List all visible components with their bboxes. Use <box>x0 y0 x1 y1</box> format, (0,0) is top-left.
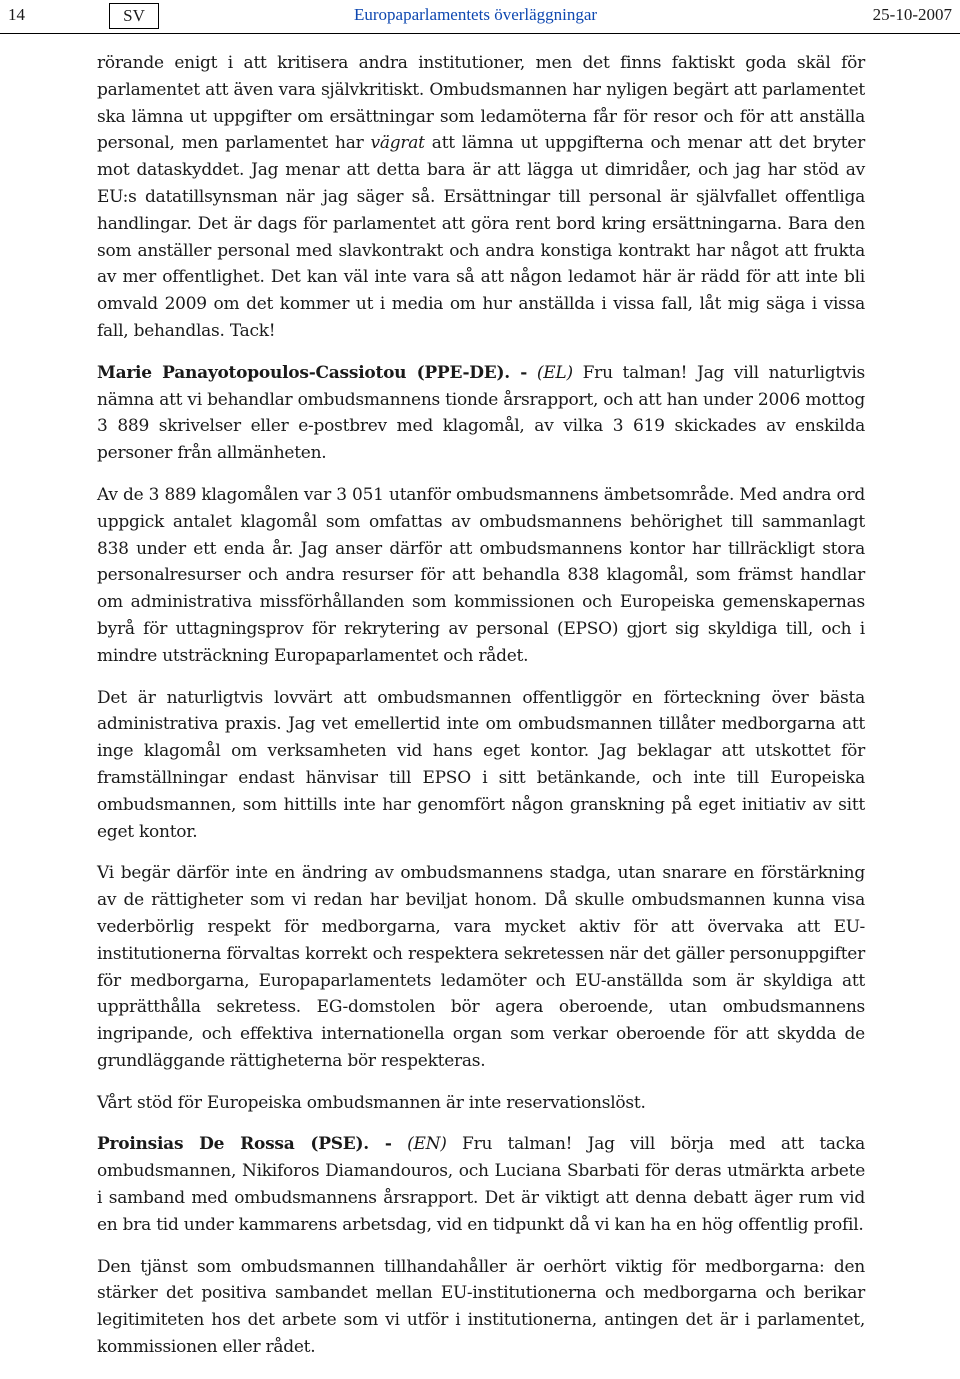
emphasis: vägrat <box>370 133 425 154</box>
language-tag: (EL) <box>536 362 573 383</box>
language-tag: (EN) <box>407 1134 447 1155</box>
language-code: SV <box>109 3 159 29</box>
paragraph-text: Vi begär därför inte en ändring av ombudsmannens stadga, utan snarare en förstärkning av de rättigheter som vi redan har beviljat honom. Då skulle ombudsmannen kunna visa vederbörlig respekt för medborgarna, vara mycket aktiv för att övervaka att EU-institutionerna förvaltas korrekt och respektera sekretessen när det gäller personuppgifter för medborgarna, Europaparlamentets ledamöter och EU-anställda som är skyldiga att upprätthålla sekretess. EG-domstolen bör agera oberoende, utan ombudsmannens ingripande, och effektiva internationella organ som verkar oberoende för att skydda de grundläggande rättigheterna bör respekteras. <box>97 863 865 1071</box>
paragraph <box>97 360 865 467</box>
document-title: Europaparlamentets överläggningar <box>354 5 598 24</box>
paragraph <box>97 860 865 1074</box>
paragraph-text: Fru talman! Jag vill naturligtvis nämna att vi behandlar ombudsmannens tionde årsrapport, och att han under 2006 mottog 3 889 skrivelser eller e-postbrev med klagomål, av vilka 3 619 skickades av enskilda personer från allmänheten. <box>97 362 865 464</box>
paragraph-text: Vårt stöd för Europeiska ombudsmannen är inte reservationslöst. <box>97 1092 646 1113</box>
paragraph <box>97 685 865 846</box>
paragraph-text: att lämna ut uppgifterna och menar att det bryter mot dataskyddet. Jag menar att detta bara är att lägga ut dimridåer, och jag har stöd av EU:s datatillsynsman när jag säger så. Ersättningar till personal är självfallet offentliga handlingar. Det är dags för parlamentet att göra rent bord kring ersättningarna. Bara den som anställer personal med slavkontrakt och andra konstiga kontrakt har något att frukta av mer offentlighet. Det kan väl inte vara så att någon ledamot här är rädd för att inte bli omvald 2009 om det kommer ut i media om hur anställda i vissa fall, låt mig säga i vissa fall, behandlas. Tack! <box>97 133 865 341</box>
paragraph-text: rörande enigt i att kritisera andra institutioner, men det finns faktiskt goda skäl för parlamentet att även vara självkritiskt. Ombudsmannen har nyligen begärt att parlamentet ska lämna ut uppgifter om ersättningar som ledamöterna får för resor och för att anställa personal, men parlamentet har <box>97 53 865 154</box>
document-body <box>97 50 865 1376</box>
speaker-name: Proinsias De Rossa (PSE). - <box>97 1134 392 1155</box>
page-header <box>0 0 960 34</box>
paragraph <box>97 50 865 345</box>
document-date: 25-10-2007 <box>872 5 952 24</box>
paragraph <box>97 1090 865 1117</box>
paragraph-text: Det är naturligtvis lovvärt att ombudsmannen offentliggör en förteckning över bästa administrativa praxis. Jag vet emellertid inte om ombudsmannen tillåter medborgarna att inge klagomål om verksamheten vid hans eget kontor. Jag beklagar att utskottet för framställningar endast hänvisar till EPSO i sitt betänkande, och inte till Europeiska ombudsmannen, som hittills inte har genomfört någon granskning på eget initiativ av sitt eget kontor. <box>97 687 865 842</box>
paragraph <box>97 1254 865 1361</box>
page-number: 14 <box>8 5 25 24</box>
paragraph-text: Av de 3 889 klagomålen var 3 051 utanför ombudsmannens ämbetsområde. Med andra ord uppgick antalet klagomål som omfattas av ombudsmannens behörighet till sammanlagt 838 under ett enda år. Jag anser därför att ombudsmannens kontor har tillräckligt stora personalresurser och andra resurser för att behandla 838 klagomål, som främst handlar om administrativa missförhållanden som kommissionen och Europeiska gemenskapernas byrå för uttagningsprov för rekrytering av personal (EPSO) gjort sig skyldiga till, och i mindre utsträckning Europaparlamentet och rådet. <box>97 484 865 666</box>
paragraph <box>97 482 865 670</box>
paragraph-text: Den tjänst som ombudsmannen tillhandahåller är oerhört viktig för medborgarna: den stärker det positiva sambandet mellan EU-institutionerna och medborgarna och berikar legitimiteten hos det arbete som vi utför i institutionerna, antingen det är i parlamentet, kommissionen eller rådet. <box>97 1256 865 1358</box>
speaker-name: Marie Panayotopoulos-Cassiotou (PPE-DE). - <box>97 362 528 383</box>
paragraph-text: Fru talman! Jag vill börja med att tacka ombudsmannen, Nikiforos Diamandouros, och Luciana Sbarbati för deras utmärkta arbete i samband med ombudsmannens årsrapport. Det är viktigt att denna debatt äger rum vid en bra tid under kammarens arbetsdag, vid en tidpunkt då vi kan ha en hög offentlig profil. <box>97 1134 866 1235</box>
paragraph <box>97 1131 865 1238</box>
